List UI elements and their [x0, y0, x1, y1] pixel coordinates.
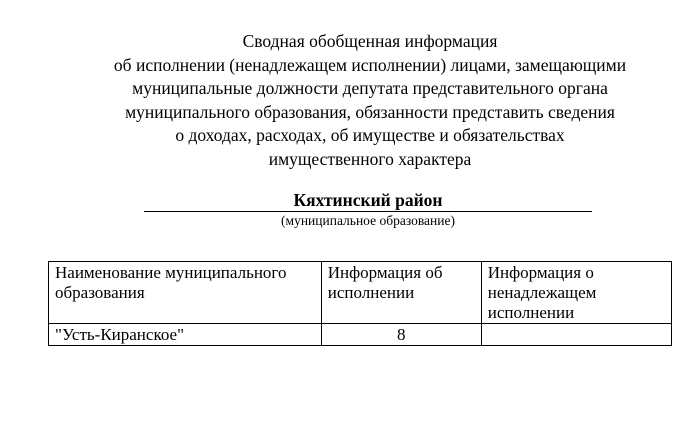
document-title [0, 30, 683, 171]
district-name: Кяхтинский район [144, 190, 592, 212]
title-line-2: об исполнении (ненадлежащем исполнении) лицами, замещающими [113, 54, 627, 75]
district-caption: (муниципальное образование) [281, 213, 455, 228]
cell-municipality-name: "Усть-Киранское" [49, 324, 322, 346]
cell-fulfillment-value: 8 [321, 324, 481, 346]
title-line-3: муниципальные должности депутата представительного органа [132, 78, 608, 98]
title-line-4: муниципального образования, обязанности представить сведения [125, 101, 615, 122]
header-municipality: Наименование муниципального образования [49, 262, 322, 324]
title-line-5: о доходах, расходах, об имуществе и обязательствах [175, 125, 565, 145]
cell-improper-value [481, 324, 671, 346]
title-line-6: имущественного характера [268, 148, 472, 169]
table-row [49, 324, 672, 346]
title-line-1: Сводная обобщенная информация [242, 31, 498, 51]
header-improper-fulfillment: Информация о ненадлежащем исполнении [481, 262, 671, 324]
header-fulfillment: Информация об исполнении [321, 262, 481, 324]
table-header-row [49, 262, 672, 324]
report-table [48, 261, 672, 346]
